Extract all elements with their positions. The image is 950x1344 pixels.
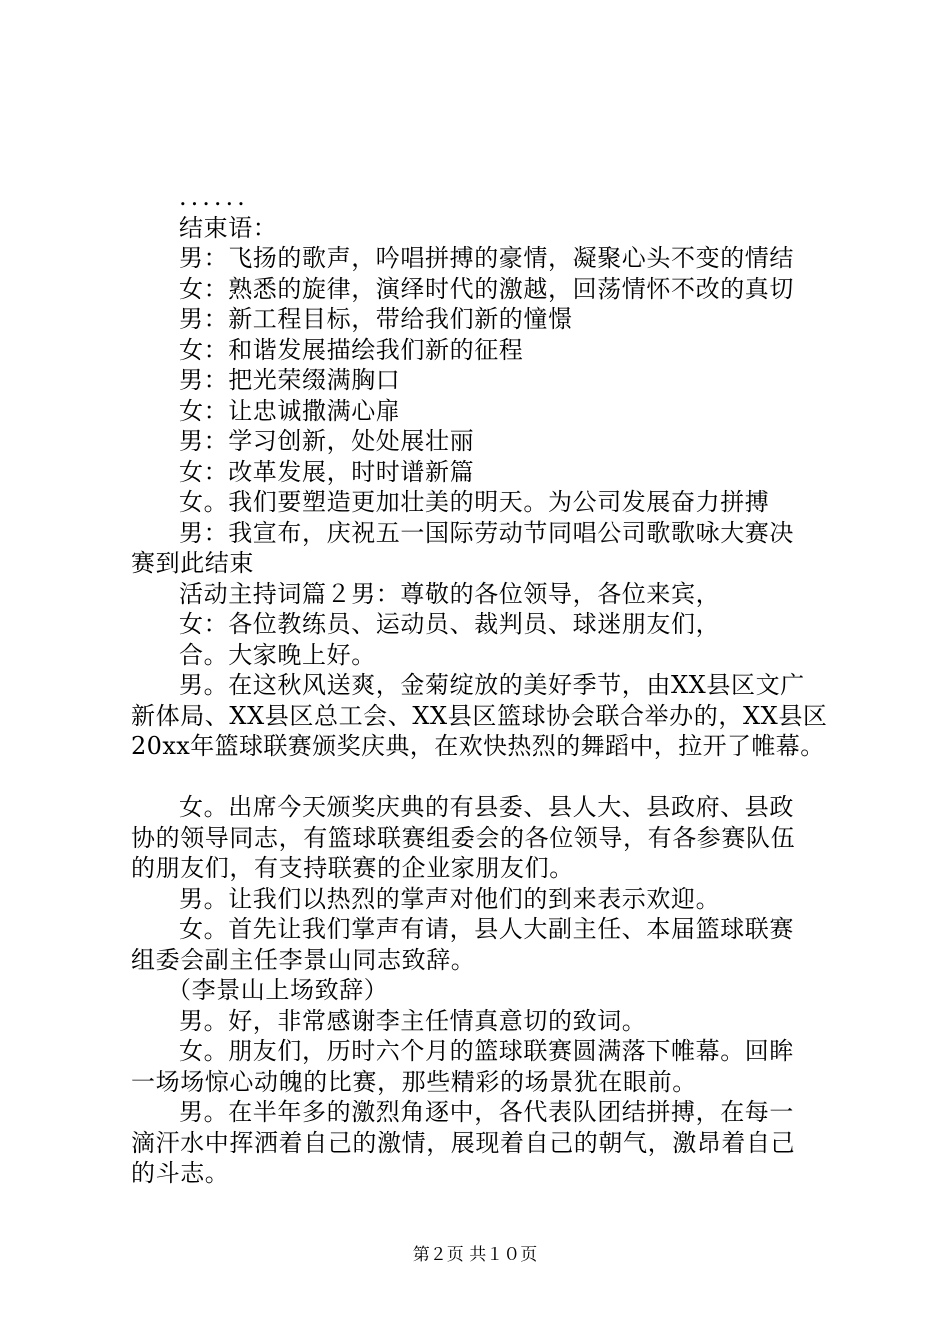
text-line: 男。在这秋风送爽，金菊绽放的美好季节，由XX县区文广: [179, 671, 805, 699]
page-footer: [0, 1244, 950, 1266]
text-line: 女：各位教练员、运动员、裁判员、球迷朋友们，: [179, 610, 721, 638]
text-line: 组委会副主任李景山同志致辞。: [131, 945, 476, 974]
text-line: 男。在半年多的激烈角逐中，各代表队团结拼搏，在每一: [179, 1098, 794, 1126]
text-line: 男：学习创新，处处展壮丽: [179, 427, 475, 455]
text-line: 女。我们要塑造更加壮美的明天。为公司发展奋力拼搏: [179, 488, 770, 516]
text-line: 女。出席今天颁奖庆典的有县委、县人大、县政府、县政: [179, 793, 794, 821]
text-line: 新体局、XX县区总工会、XX县区篮球协会联合举办的，XX县区: [131, 701, 828, 730]
text-line: 女：让忠诚撒满心扉: [179, 396, 401, 425]
text-line: 20xx年篮球联赛颁奖庆典，在欢快热烈的舞蹈中，拉开了帷幕。: [131, 732, 825, 760]
text-line: 合。大家晚上好。: [179, 640, 376, 669]
text-line: 女：和谐发展描绘我们新的征程: [179, 335, 524, 364]
text-line: 的朋友们，有支持联赛的企业家朋友们。: [131, 854, 574, 882]
text-line: 女：改革发展，时时谱新篇: [179, 457, 475, 486]
text-line: 男。让我们以热烈的掌声对他们的到来表示欢迎。: [179, 884, 721, 913]
text-line: 协的领导同志，有篮球联赛组委会的各位领导，有各参赛队伍: [131, 823, 796, 852]
text-line: 一场场惊心动魄的比赛，那些精彩的场景犹在眼前。: [131, 1067, 697, 1096]
page-indicator: 第２页 共１０页: [412, 1245, 538, 1265]
text-line: 赛到此结束: [131, 549, 254, 577]
document-body: [131, 182, 831, 1189]
section-heading-line: 活动主持词篇２男：尊敬的各位领导，各位来宾，: [179, 579, 721, 608]
text-line: 女。朋友们，历时六个月的篮球联赛圆满落下帷幕。回眸: [179, 1037, 794, 1065]
text-line: 男：我宣布，庆祝五一国际劳动节同唱公司歌歌咏大赛决: [179, 518, 794, 547]
paragraph-gap: [131, 762, 831, 793]
text-line: 男：把光荣缀满胸口: [179, 366, 401, 394]
closing-heading: 结束语：: [179, 213, 278, 242]
text-line: 男：新工程目标，带给我们新的憧憬: [179, 305, 573, 333]
text-line: 男。好，非常感谢李主任情真意切的致词。: [179, 1006, 647, 1035]
text-line: 女：熟悉的旋律，演绎时代的激越，回荡情怀不改的真切: [179, 274, 794, 303]
text-line: 滴汗水中挥洒着自己的激情，展现着自己的朝气，激昂着自己: [131, 1128, 796, 1157]
stage-direction-line: （李景山上场致辞）: [167, 976, 389, 1004]
text-line: 男：飞扬的歌声，吟唱拼搏的豪情，凝聚心头不变的情结: [179, 244, 794, 272]
text-line: 的斗志。: [131, 1159, 230, 1187]
text-line: 女。首先让我们掌声有请，县人大副主任、本届篮球联赛: [179, 915, 794, 943]
ellipsis-line: ......: [179, 183, 249, 211]
